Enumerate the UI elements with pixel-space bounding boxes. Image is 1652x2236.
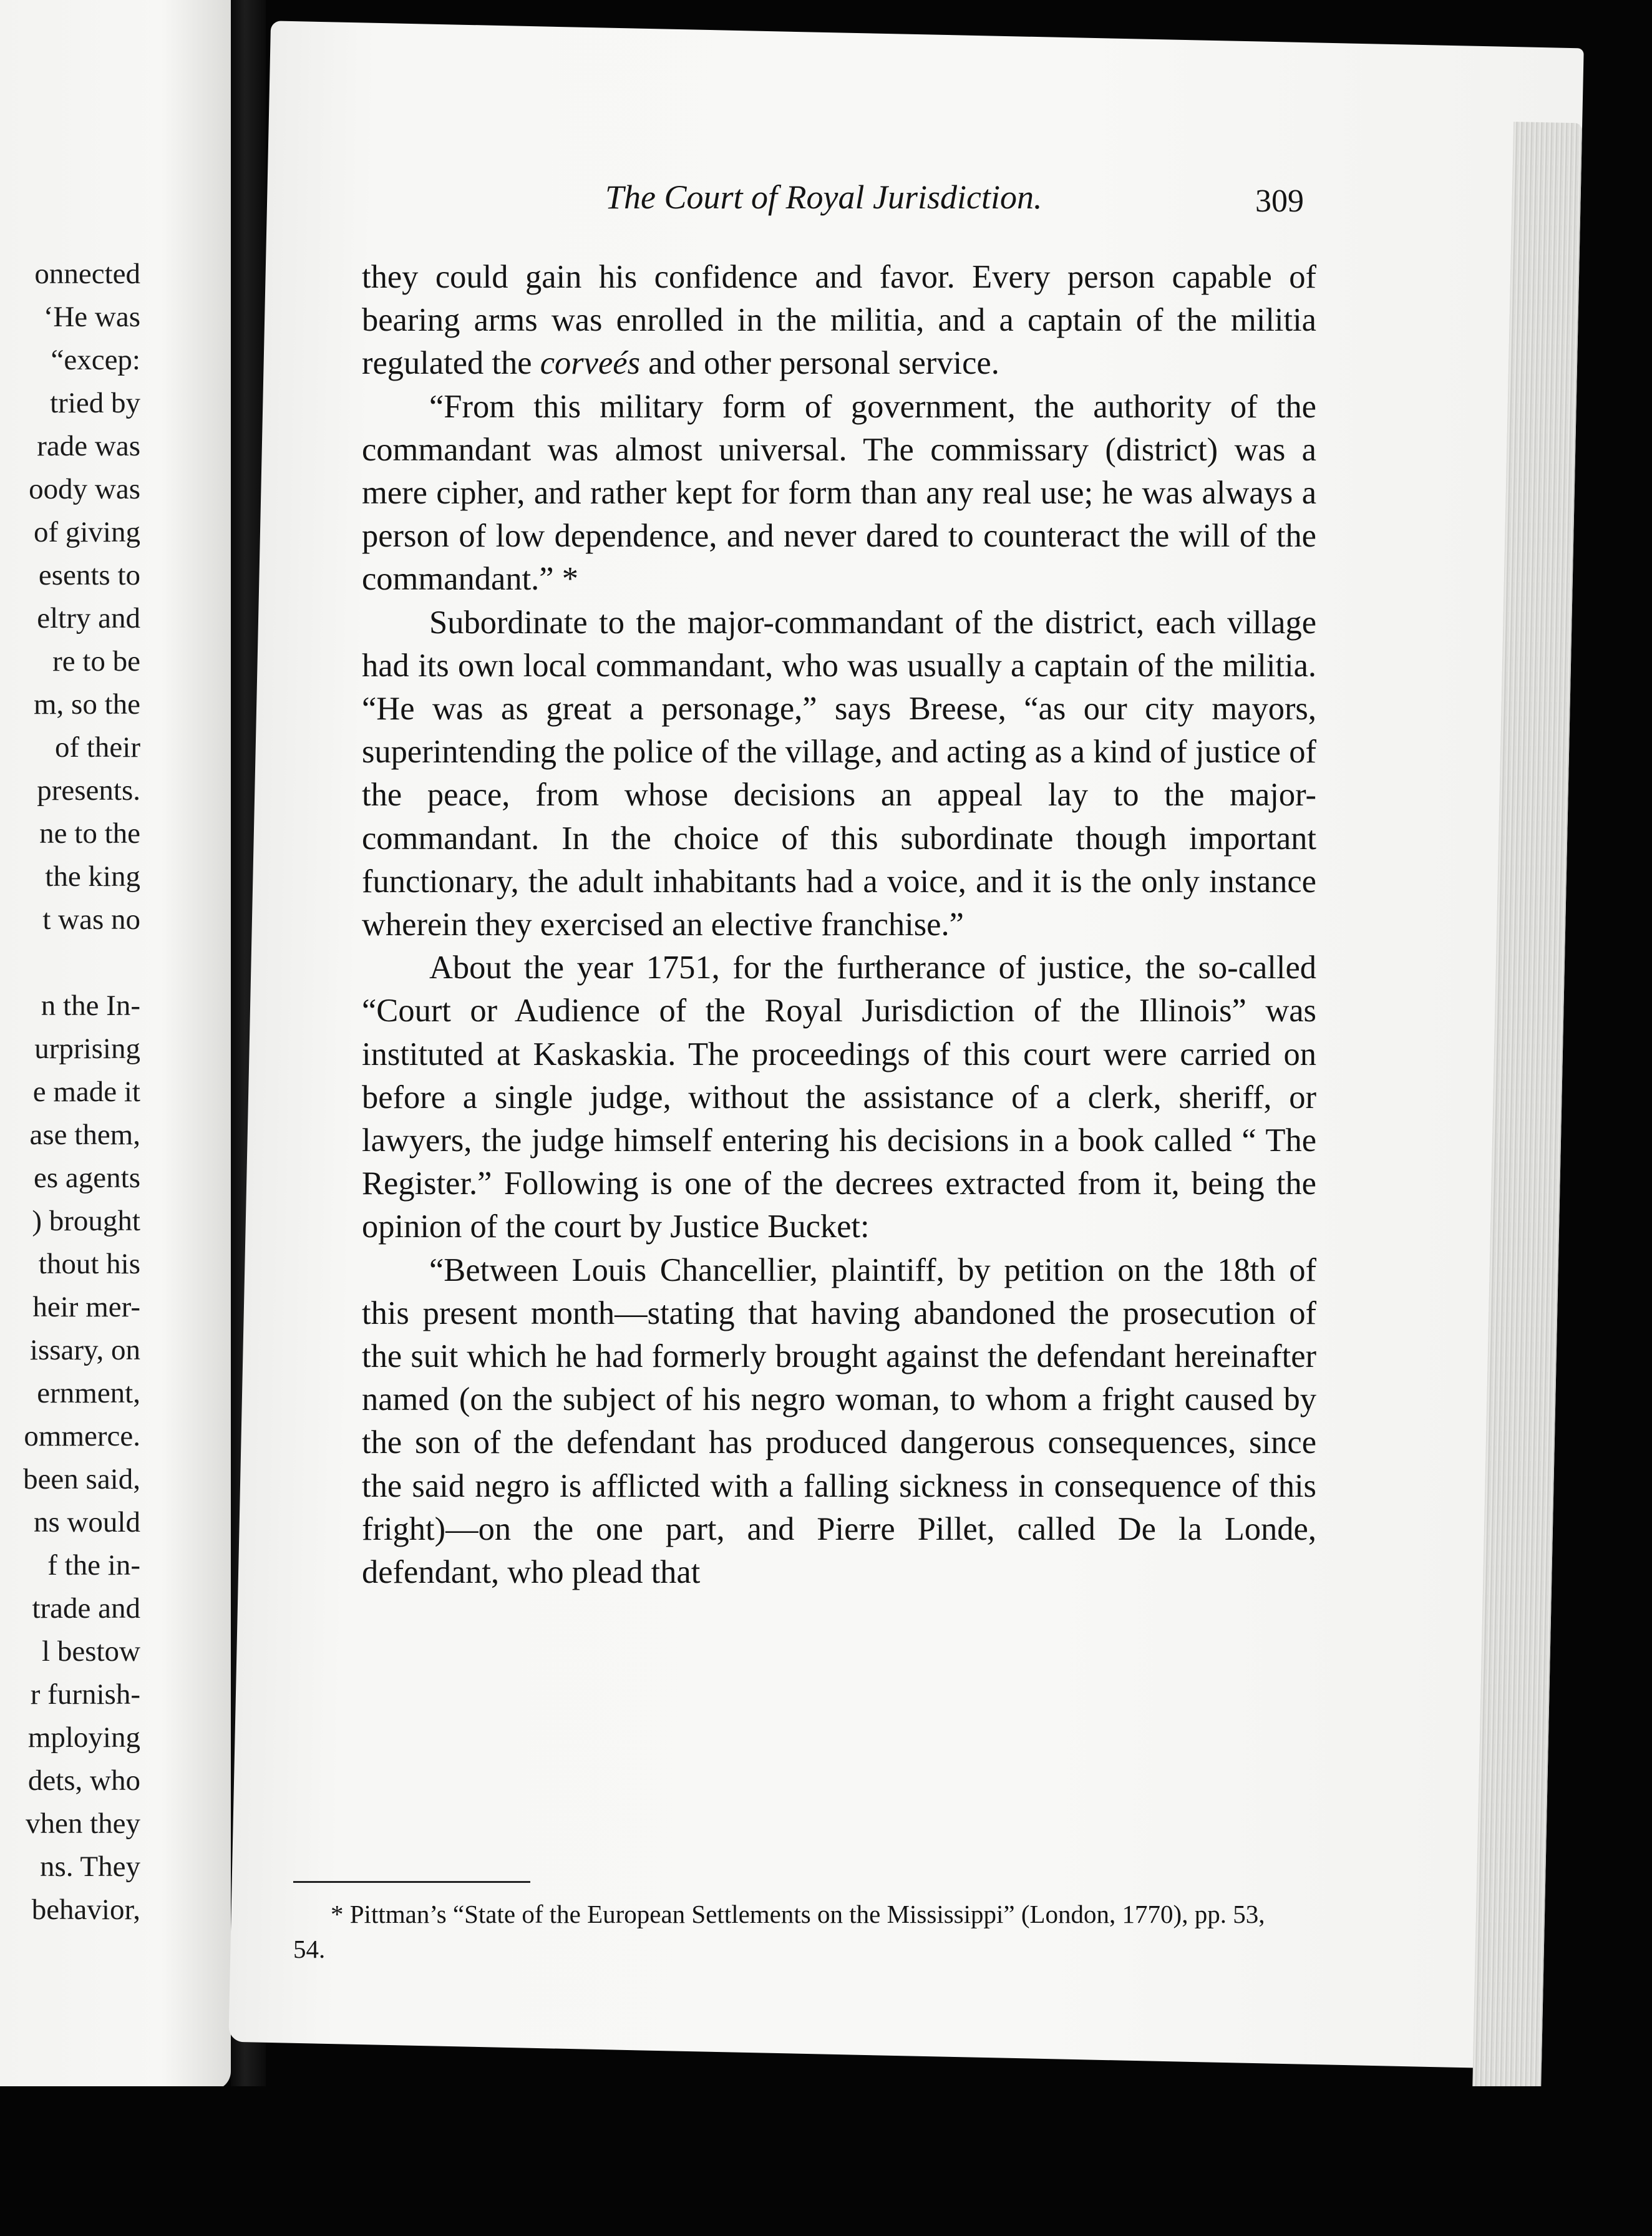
footnote-rule bbox=[293, 1881, 530, 1883]
italic-term: corveés bbox=[540, 345, 641, 382]
page-number: 309 bbox=[1255, 183, 1304, 219]
quote-paragraph-decree: “Between Louis Chancellier, plaintiff, by petition on the 18th of this present month—stating that having abandoned the prosecution of the suit which he had formerly brought against the defendant hereinafter named (on the subject of his negro woman, to whom a fright caused by the son of the defendant has produced dangerous consequences, since the said negro is afflicted with a falling sickness in consequence of this fright)—on the one part, and Pierre Pillet, called De la Londe, defendant, who plead that bbox=[362, 1252, 1316, 1591]
previous-page-line: oody was bbox=[29, 473, 140, 505]
paragraph-royal-jurisdiction: About the year 1751, for the furtherance of justice, the so-called “Court or Audience of the Royal Jurisdiction of the Illinois” was instituted at Kaskaskia. The proceedings of this court were carried on before a single judge, without the assistance of a clerk, sheriff, or lawyers, the judge himself entering his decisions in a book called “ The Register.” Following is one of the decrees extracted from it, being the opinion of the court by Justice Bucket: bbox=[362, 950, 1316, 1245]
paragraph-continued-start: they could gain his confidence and favor. Every person capable of bearing arms was enrolled in the militia, and a captain of the militia regulated the bbox=[362, 259, 1316, 382]
previous-page-line: of their bbox=[54, 731, 140, 764]
previous-page-line: been said, bbox=[23, 1463, 140, 1495]
previous-page-line: the king bbox=[45, 860, 140, 893]
paragraph-continued bbox=[362, 256, 1316, 386]
previous-page-line: n the In- bbox=[41, 989, 140, 1022]
paragraph-local-commandant: Subordinate to the major-commandant of the district, each village had its own local commandant, who was usually a captain of the militia. “He was as great a personage,” says Breese, “as our city mayors, superintending the police of the village, and acting as a kind of justice of the peace, from whose decisions an appeal lay to the major-commandant. In the choice of this subordinate though important functionary, the adult inhabitants had a voice, and it is the only instance wherein they exercised an elective franchise.” bbox=[362, 604, 1316, 943]
previous-page-line: dets, who bbox=[27, 1764, 140, 1797]
previous-page-line: behavior, bbox=[31, 1893, 140, 1926]
scan-background-bottom bbox=[0, 2086, 1652, 2236]
previous-page-line: ernment, bbox=[37, 1377, 140, 1409]
previous-page-line: ns would bbox=[33, 1506, 140, 1538]
previous-page-line: t was no bbox=[42, 903, 140, 936]
previous-page-line: ase them, bbox=[29, 1119, 140, 1151]
previous-page-fragment bbox=[0, 0, 231, 2090]
previous-page-line: ommerce. bbox=[24, 1420, 140, 1452]
paragraph-continued-end: and other personal service. bbox=[648, 345, 999, 382]
previous-page-line: f the in- bbox=[47, 1549, 140, 1582]
previous-page-line: ) brought bbox=[32, 1205, 140, 1237]
previous-page-line: trade and bbox=[32, 1592, 140, 1625]
previous-page-line: vhen they bbox=[25, 1807, 140, 1840]
previous-page-line-ends bbox=[0, 253, 140, 1932]
previous-page-line: thout his bbox=[38, 1248, 140, 1280]
previous-page-line: m, so the bbox=[33, 688, 140, 721]
previous-page-line: presents. bbox=[37, 774, 140, 807]
previous-page-line: issary, on bbox=[29, 1334, 140, 1366]
previous-page-line: rade was bbox=[37, 430, 140, 462]
previous-page-line: es agents bbox=[34, 1162, 140, 1194]
previous-page-line: mploying bbox=[27, 1721, 140, 1754]
previous-page-line: eltry and bbox=[37, 602, 140, 634]
previous-page-line: l bestow bbox=[42, 1635, 140, 1668]
running-title: The Court of Royal Jurisdiction. bbox=[605, 178, 1042, 216]
quote-paragraph-military-government: “From this military form of government, the authority of the commandant was almost universal. The commissary (district) was a mere cipher, and rather kept for form than any real use; he was always a person of low dependence, and never dared to counteract the will of the commandant.” * bbox=[362, 388, 1316, 598]
previous-page-line: esents to bbox=[38, 559, 140, 591]
previous-page-line: re to be bbox=[52, 645, 140, 678]
footnote: * Pittman’s “State of the European Settlements on the Mississippi” (London, 1770), pp. 53, 54. bbox=[293, 1900, 1265, 1963]
previous-page-line: “excep: bbox=[51, 344, 140, 376]
previous-page-line: tried by bbox=[50, 387, 140, 419]
previous-page-line: onnected bbox=[34, 258, 140, 290]
previous-page-line: of giving bbox=[33, 516, 140, 548]
previous-page-line: heir mer- bbox=[32, 1291, 140, 1323]
previous-page-line: ne to the bbox=[39, 817, 140, 850]
running-head bbox=[337, 178, 1310, 228]
previous-page-line: e made it bbox=[32, 1076, 140, 1108]
previous-page-line: r furnish- bbox=[30, 1678, 140, 1711]
previous-page-line: urprising bbox=[34, 1033, 140, 1065]
previous-page-line bbox=[0, 941, 140, 984]
page-body-text bbox=[362, 256, 1316, 1594]
page-edges bbox=[1472, 122, 1582, 2101]
previous-page-line: ‘He was bbox=[43, 301, 140, 333]
previous-page-line: ns. They bbox=[39, 1850, 140, 1883]
